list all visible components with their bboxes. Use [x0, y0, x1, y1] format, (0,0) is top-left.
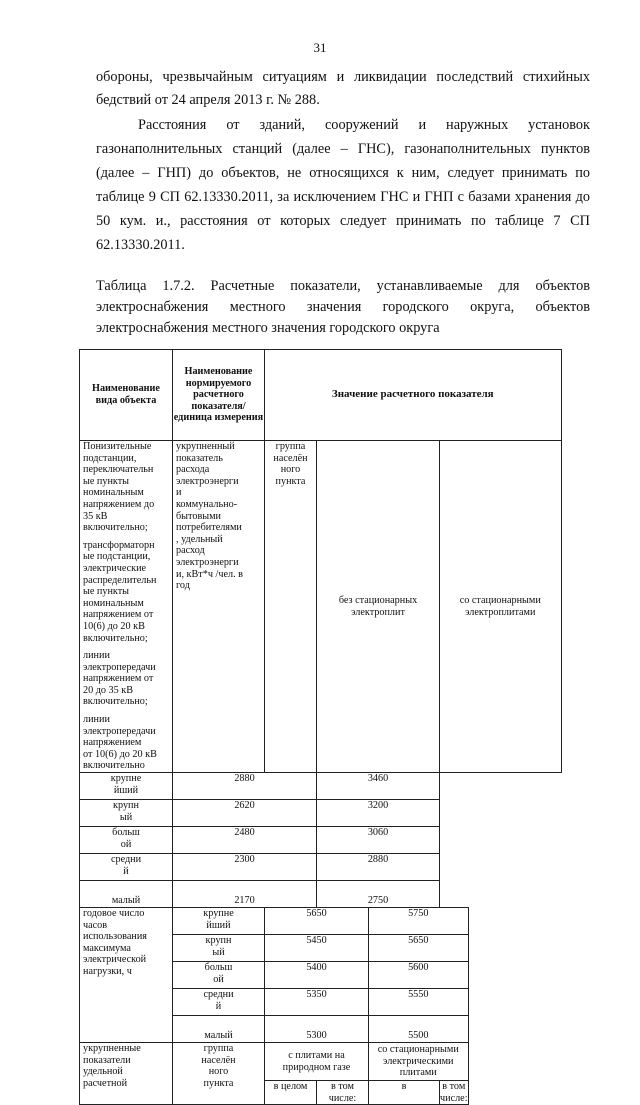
subcol-incl: в том числе:: [317, 1081, 369, 1105]
cell-text-line: включительно;: [83, 632, 148, 644]
cell-text-line: годовое число: [83, 908, 145, 920]
value-with-stoves: 5650: [369, 935, 469, 962]
value-with-stoves: 3060: [317, 827, 440, 854]
cell-text-line: группа: [203, 1043, 234, 1055]
cell-text-line: трансформаторн: [83, 539, 155, 551]
cell-text-line: включительно: [83, 760, 145, 772]
paragraph-line: обороны, чрезвычайным ситуациям и ликвидации последствий стихийных: [96, 69, 590, 85]
group-cell: [80, 827, 173, 854]
cell-text-line: Понизительные: [83, 441, 152, 452]
page-number: 31: [313, 40, 327, 55]
group-label: ый: [212, 946, 225, 958]
table-caption-line: Таблица 1.7.2. Расчетные показатели, устанавливаемые для объектов: [96, 278, 590, 294]
cell-text-line: населён: [201, 1054, 236, 1066]
cell-text-line: пункта: [203, 1077, 234, 1089]
cell-text-line: ного: [280, 464, 301, 476]
cell-text-line: электроэнерги: [176, 475, 239, 487]
cell-text-line: 20 до 35 кВ: [83, 684, 134, 696]
group-cell: [80, 854, 173, 881]
value-without-stoves: 2170: [173, 881, 317, 908]
cell-text-line: расход: [176, 545, 205, 557]
cell-text-line: показатели: [83, 1054, 131, 1066]
value-without-stoves: 2620: [173, 800, 317, 827]
cell-text-line: укрупненные: [83, 1043, 141, 1055]
section-hours: [80, 908, 562, 1043]
group-header-cell: [173, 1043, 265, 1105]
group-label: й: [215, 1000, 222, 1012]
cell-text-line: расхода: [176, 464, 210, 476]
cell-text-line: использования: [83, 931, 147, 943]
cell-text-line: 10(6) до 20 кВ: [83, 620, 145, 632]
subcol-incl2: в том числе:: [440, 1081, 468, 1104]
cell-text-line: удельной: [83, 1066, 123, 1078]
cell-text-line: 35 кВ: [83, 510, 108, 522]
cell-text-line: и, кВт*ч /чел. в: [176, 568, 243, 580]
group-cell: [173, 989, 265, 1016]
group-label: малый: [204, 1030, 233, 1042]
table-row: [80, 881, 562, 908]
paragraph-line: бедствий от 24 апреля 2013 г. № 288.: [96, 92, 320, 108]
value-with-stoves: 5500: [369, 1016, 469, 1043]
group-label: больш: [112, 827, 140, 839]
cell-text-line: потребителями: [176, 522, 242, 534]
group-cell: [80, 800, 173, 827]
cell-text-line: , удельный: [176, 533, 223, 545]
cell-text-line: номинальным: [83, 487, 144, 499]
cell-text-line: линии: [83, 714, 110, 726]
group-label: больш: [204, 962, 233, 974]
table-row: [80, 827, 562, 854]
value-without-stoves: 5650: [265, 908, 369, 935]
cell-text-line: ного: [208, 1066, 229, 1078]
paragraph-line: таблице 9 СП 62.13330.2011, за исключением ГНС и ГНП с базами хранения до: [96, 189, 590, 205]
cell-text-line: подстанции,: [83, 452, 137, 464]
object-type-cell: [80, 441, 173, 773]
group-label: средни: [110, 854, 142, 866]
value-with-stoves: 3460: [317, 773, 440, 800]
cell-text-line: часов: [83, 919, 108, 931]
col-with-stoves: со стационарными электроплитами: [440, 441, 562, 773]
paragraph-line: Расстояния от зданий, сооружений и наружных установок: [138, 117, 590, 133]
cell-text-line: переключательн: [83, 464, 154, 476]
group-label: средни: [203, 989, 234, 1001]
group-cell: [173, 935, 265, 962]
cell-text-line: группа: [275, 441, 306, 452]
cell-text-line: год: [176, 580, 190, 592]
cell-text-line: населён: [273, 452, 308, 464]
group-header-cell: [265, 441, 317, 773]
header-object-type: Наименование вида объекта: [80, 350, 173, 441]
col-without-stoves: без стационарных электроплит: [317, 441, 440, 773]
cell-text-line: распределительн: [83, 574, 157, 586]
group-label: крупн: [113, 800, 139, 812]
cell-text-line: напряжением от: [83, 609, 154, 621]
value-without-stoves: 2300: [173, 854, 317, 881]
header-indicator: Наименование нормируемого расчетного показателя/ единица измерения: [173, 350, 265, 441]
cell-text-line: укрупненный: [176, 441, 235, 452]
cell-text-line: электроэнерги: [176, 556, 239, 568]
group-label: крупне: [203, 908, 234, 920]
indicator-consumption-cell: [173, 441, 265, 773]
cell-text-line: электрической: [83, 954, 147, 966]
cell-text-line: максимума: [83, 942, 131, 954]
cell-text-line: включительно;: [83, 522, 148, 534]
cell-text-line: пункта: [275, 475, 306, 487]
cell-text-line: ые пункты: [83, 586, 130, 598]
group-cell: [80, 773, 173, 800]
value-with-stoves: 5550: [369, 989, 469, 1016]
group-label: ый: [119, 811, 133, 823]
col-electric-stoves: со стационарными электрическими плитами: [369, 1043, 469, 1081]
group-label: йший: [113, 784, 139, 796]
group-cell: [80, 881, 173, 908]
value-with-stoves: 3200: [317, 800, 440, 827]
value-with-stoves: 2750: [317, 881, 440, 908]
cell-text-line: и: [176, 487, 182, 499]
group-label: ой: [213, 973, 224, 985]
value-with-stoves: 5600: [369, 962, 469, 989]
section-consumption: [80, 773, 562, 908]
cell-text-line: ые подстанции,: [83, 551, 151, 563]
table-row: [80, 908, 562, 935]
group-label: ой: [120, 838, 132, 850]
value-with-stoves: 5750: [369, 908, 469, 935]
group-label: йший: [206, 919, 231, 931]
subcol-total: в целом: [265, 1081, 317, 1105]
paragraph-line: (далее – ГНП) до объектов, не относящихся к ним, следует принимать по: [96, 165, 590, 181]
indicators-table: [79, 349, 562, 1105]
cell-text-line: показатель: [176, 452, 223, 464]
group-label: малый: [111, 895, 141, 907]
group-label: крупне: [110, 773, 142, 785]
group-label: й: [123, 865, 129, 877]
header-value: Значение расчетного показателя: [265, 350, 562, 441]
indicator-specific-cell: [80, 1043, 173, 1105]
table-row: [80, 854, 562, 881]
table-row: [80, 800, 562, 827]
cell-text-line: напряжением от: [83, 673, 154, 685]
cell-text-line: расчетной: [83, 1077, 128, 1089]
cell-text-line: номинальным: [83, 597, 144, 609]
cell-text-line: от 10(6) до 20 кВ: [83, 748, 157, 760]
value-without-stoves: 5400: [265, 962, 369, 989]
value-without-stoves: 2880: [173, 773, 317, 800]
cell-text-line: напряжением до: [83, 498, 155, 510]
table-row: [80, 773, 562, 800]
group-cell: [173, 908, 265, 935]
value-without-stoves: 5350: [265, 989, 369, 1016]
cell-text-line: ые пункты: [83, 475, 130, 487]
group-cell: [173, 962, 265, 989]
cell-text-line: электрические: [83, 562, 147, 574]
cell-text-line: напряжением: [83, 737, 142, 749]
value-with-stoves: 2880: [317, 854, 440, 881]
paragraph-line: газонаполнительных станций (далее – ГНС), газонаполнительных пунктов: [96, 141, 590, 157]
group-cell: [173, 1016, 265, 1043]
cell-text-line: линии: [83, 650, 110, 662]
paragraph-line: 62.13330.2011.: [96, 237, 185, 253]
paragraph-line: 50 кум. и., расстояния от которых следует принимать по таблице 7 СП: [96, 213, 590, 229]
cell-text-line: бытовыми: [176, 510, 221, 522]
indicator-hours-cell: [80, 908, 173, 1043]
cell-text-line: включительно;: [83, 696, 148, 708]
cell-text-line: нагрузки, ч: [83, 966, 132, 977]
col-gas-stoves: с плитами на природном газе: [265, 1043, 369, 1081]
cell-text-line: электропередачи: [83, 725, 156, 737]
cell-text-line: электропередачи: [83, 661, 156, 673]
group-label: крупн: [205, 935, 232, 947]
table-caption-line: электроснабжения местного значения городского округа: [96, 320, 440, 336]
subcol-b: в: [369, 1081, 440, 1105]
value-without-stoves: 5300: [265, 1016, 369, 1043]
value-without-stoves: 2480: [173, 827, 317, 854]
cell-text-line: коммунально-: [176, 498, 238, 510]
value-without-stoves: 5450: [265, 935, 369, 962]
table-caption-line: электроснабжения местного значения городского округа, объектов: [96, 299, 590, 315]
